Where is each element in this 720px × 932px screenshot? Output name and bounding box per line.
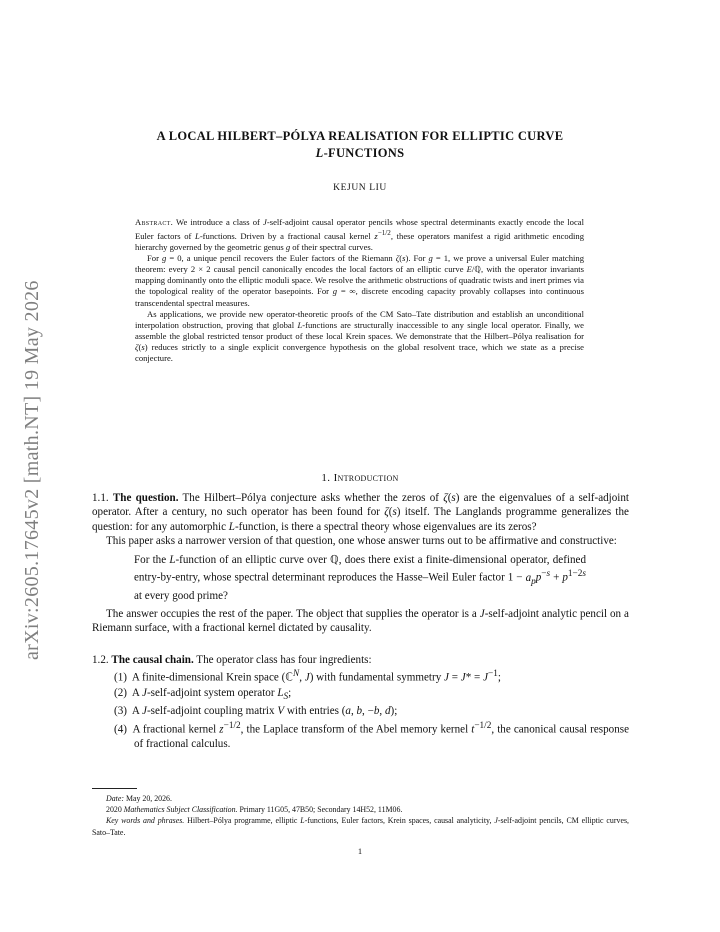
title-line-2: L-FUNCTIONS — [315, 146, 405, 160]
footnote-divider — [92, 788, 137, 789]
footnote-msc: 2020 Mathematics Subject Classification. Primary 11G05, 47B50; Secondary 14H52, 11M06. — [106, 805, 403, 815]
question-paragraph-1: 1.1. The question. The Hilbert–Pólya conjecture asks whether the zeros of ζ(s) are the eigenvalues of a self-adjoint operator. After a century, no such operator has been found for ζ(s) itself. The Langlands programme generalizes the question: for any automorphic L-function, is there a spectral theory whose eigenvalues are its zeros? — [92, 492, 630, 533]
arxiv-identifier: arXiv:2605.17645v2 [math.NT] 19 May 2026 — [21, 280, 43, 660]
causal-chain-intro: 1.2. The causal chain. The operator class has four ingredients: — [92, 654, 372, 666]
list-item: (2) A J-self-adjoint system operator $L_S$; — [114, 686, 292, 702]
abstract-paragraph-1: Abstract. We introduce a class of J-self-adjoint causal operator pencils whose spectral determinants exactly encode the local Euler factors of L-functions. Driven by a fractional causal kernel $z^{-1/2}$, these operators manifest a rigid arithmetic encoding hierarchy governed by the geometric genus g of their spectral curves. — [135, 217, 585, 253]
footnote-date: Date: May 20, 2026. — [106, 794, 172, 803]
footnotes — [92, 793, 629, 838]
section-title: Introduction — [333, 472, 399, 484]
abstract-label: Abstract. — [135, 217, 174, 227]
ingredient-list — [92, 667, 629, 751]
list-item: (3) A J-self-adjoint coupling matrix V with entries (a, b, −b, d); — [114, 705, 398, 718]
subsection-number: 1.2. — [92, 654, 109, 666]
abstract-paragraph-3: As applications, we provide new operator-theoretic proofs of the CM Sato–Tate distribution and establish an unconditional interpolation obstruction, proving that global L-functions are structurally inaccessible to any single local operator. Finally, we assemble the global restricted tensor product of these local Krein spaces. We demonstrate that the Hilbert–Pólya realisation for ζ(s) reduces strictly to a single explicit convergence hypothesis on the global resolvent trace, which we state as a precise conjecture. — [135, 308, 584, 363]
section-number: 1. — [321, 472, 331, 484]
page-number: 1 — [357, 846, 363, 856]
subsection-causal-chain — [92, 653, 629, 751]
section-heading-introduction — [90, 472, 630, 484]
question-quote: For the L-function of an elliptic curve over ℚ, does there exist a finite-dimensional operator, defined entry-by-entry, whose spectral determinant reproduces the Hasse–Weil Euler factor $1 - a_pp^{-s} + p^{1-2s}$ at every good prime? — [134, 553, 586, 603]
subsection-heading: The question. — [112, 492, 179, 504]
author-name: KEJUN LIU — [333, 183, 387, 193]
list-item: (1) A finite-dimensional Krein space (ℂ$^N$, J) with fundamental symmetry $J = J* = J^{-1}$; — [114, 669, 501, 685]
title-line-1: A LOCAL HILBERT–PÓLYA REALISATION FOR ELLIPTIC CURVE — [156, 129, 564, 143]
subsection-number: 1.1. — [92, 492, 109, 504]
question-paragraph-2: This paper asks a narrower version of that question, one whose answer turns out to be affirmative and constructive: — [106, 535, 617, 548]
subsection-heading: The causal chain. — [111, 654, 194, 666]
list-item: (4) A fractional kernel $z^{-1/2}$, the Laplace transform of the Abel memory kernel $t^{-1/2}$, the canonical causal response of fractional calculus. — [114, 720, 629, 750]
paper-title — [90, 128, 630, 162]
abstract-paragraph-2: For g = 0, a unique pencil recovers the Euler factors of the Riemann ζ(s). For g = 1, we prove a universal Euler matching theorem: every 2 × 2 causal pencil canonically encodes the local factors of an elliptic curve E/ℚ, with the operator invariants mapping dominantly onto the elliptic moduli space. We resolve the arithmetic obstructions of quadratic twists and inert primes via the topological reality of the operator basepoints. For g = ∞, discrete encoding capacity provably collapses into continuous transcendental spectral measures. — [135, 253, 585, 308]
question-paragraph-3: The answer occupies the rest of the paper. The object that supplies the operator is a J-self-adjoint analytic pencil on a Riemann surface, with a fractional kernel dictated by causality. — [92, 607, 629, 635]
abstract — [135, 217, 584, 364]
footnote-keywords: Key words and phrases. Hilbert–Pólya programme, elliptic L-functions, Euler factors, Krein spaces, causal analyticity, J-self-adjoint pencils, CM elliptic curves, Sato–Tate. — [92, 816, 629, 837]
subsection-the-question — [92, 491, 629, 636]
